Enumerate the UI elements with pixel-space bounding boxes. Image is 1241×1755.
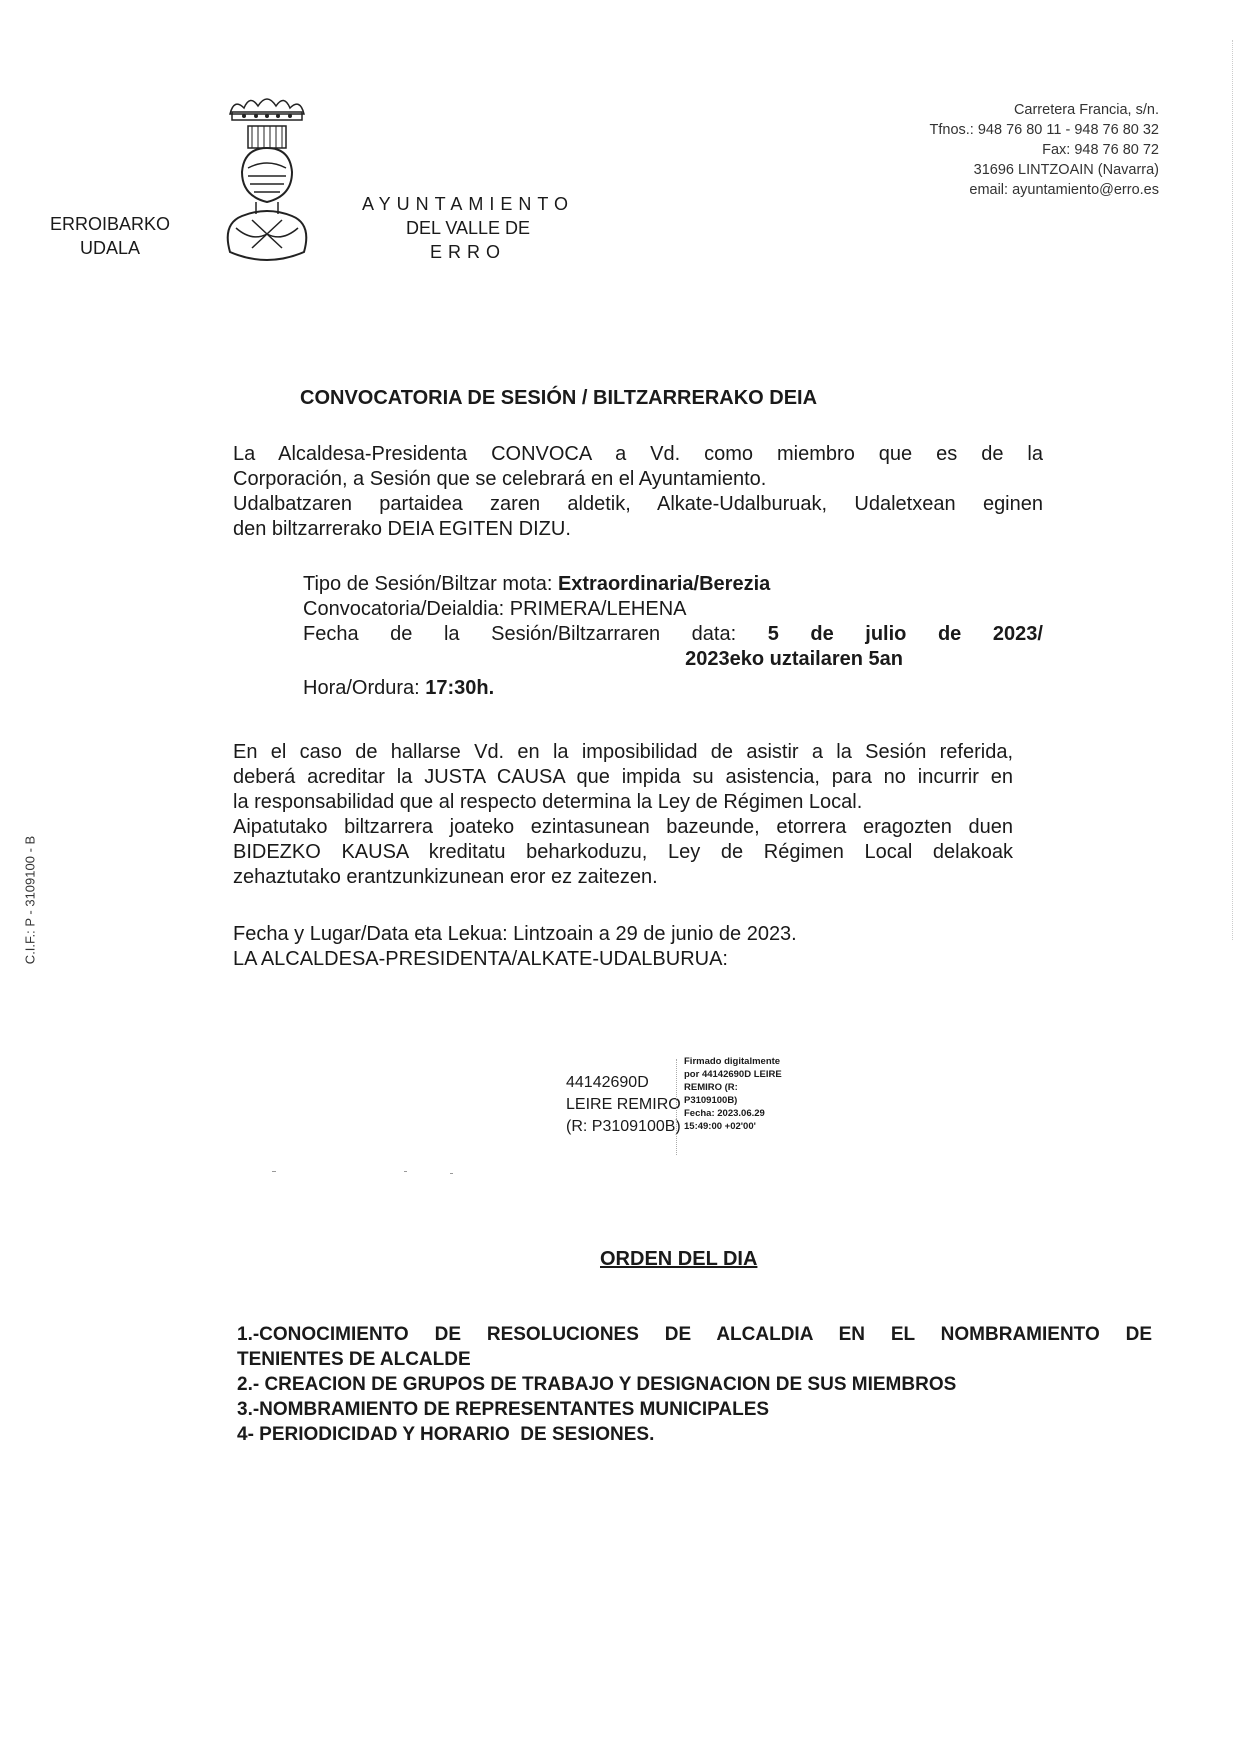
session-date-label-word: Fecha: [303, 623, 359, 645]
session-date-label-word: Sesión/Biltzarraren: [491, 623, 661, 645]
signature-detail-line: Fecha: 2023.06.29: [684, 1108, 765, 1119]
signature-identity: [566, 1072, 681, 1138]
address-line: Fax: 948 76 80 72: [1042, 142, 1159, 158]
session-date-value-word: julio: [865, 623, 907, 645]
notice-line: En el caso de hallarse Vd. en la imposibilidad de asistir a la Sesión referida,: [233, 741, 1013, 763]
tax-id-side-text: [0, 800, 60, 1000]
address-line: 31696 LINTZOAIN (Navarra): [973, 162, 1159, 178]
intro-line: Udalbatzaren partaidea zaren aldetik, Alkate-Udalburuak, Udaletxean eginen: [233, 493, 1043, 515]
municipality-name-line: DEL VALLE DE: [405, 218, 531, 238]
signature-details: [684, 1055, 782, 1133]
session-time: [303, 676, 1043, 701]
municipality-name-line: UDALA: [79, 238, 141, 258]
intro-line: La Alcaldesa-Presidenta CONVOCA a Vd. como miembro que es de la: [233, 443, 1043, 465]
address-line: email: ayuntamiento@erro.es: [969, 182, 1159, 198]
session-date-label-word: de: [390, 623, 413, 645]
agenda-item: 2.- CREACION DE GRUPOS DE TRABAJO Y DESIGNACION DE SUS MIEMBROS: [237, 1374, 957, 1395]
municipality-name-line: ERRO: [429, 242, 506, 262]
session-date-value-word: de: [937, 623, 962, 645]
notice-line: Aipatutako biltzarrera joateko ezintasunean bazeunde, etorrera eragozten duen: [233, 816, 1013, 838]
address-block: [930, 100, 1160, 200]
session-type-label: Tipo de Sesión/Biltzar mota:: [303, 573, 558, 595]
session-time-value: 17:30h.: [425, 677, 495, 699]
notice-line: zehaztutako erantzunkizunean eror ez zaitezen.: [233, 866, 658, 888]
session-date-label-word: data:: [691, 623, 737, 645]
session-time-label: Hora/Ordura:: [303, 677, 426, 699]
session-date-row: [303, 622, 1043, 647]
tax-id-text: C.I.F.: P - 3109100 - B: [22, 835, 38, 965]
notice-line: la responsabilidad que al respecto determina la Ley de Régimen Local.: [233, 791, 863, 813]
agenda-list: [237, 1322, 1152, 1447]
session-date-value-word: de: [810, 623, 834, 645]
digital-signature: [566, 1055, 826, 1165]
agenda-title: ORDEN DEL DIA: [600, 1248, 758, 1270]
coat-of-arms-logo: [222, 92, 312, 264]
signature-divider: [676, 1059, 677, 1155]
session-type: [303, 572, 1043, 597]
address-line: Tfnos.: 948 76 80 11 - 948 76 80 32: [929, 122, 1159, 138]
signature-detail-line: 15:49:00 +02'00': [684, 1121, 756, 1132]
notice-paragraph: [233, 740, 1013, 890]
signature-detail-line: Firmado digitalmente: [684, 1056, 781, 1067]
signature-cif: (R: P3109100B): [566, 1118, 681, 1135]
intro-line: den biltzarrerako DEIA EGITEN DIZU.: [233, 518, 571, 540]
page-title: CONVOCATORIA DE SESIÓN / BILTZARRERAKO DEIA: [300, 387, 818, 409]
intro-paragraph: [233, 442, 1043, 542]
session-type-value: Extraordinaria/Berezia: [557, 573, 771, 595]
notice-line: deberá acreditar la JUSTA CAUSA que impida su asistencia, para no incurrir en: [233, 766, 1013, 788]
signature-id: 44142690D: [566, 1074, 649, 1091]
closing-block: [233, 922, 1043, 972]
notice-line: BIDEZKO KAUSA kreditatu beharkoduzu, Ley de Régimen Local delakoak: [233, 841, 1013, 863]
signer-title: LA ALCALDESA-PRESIDENTA/ALKATE-UDALBURUA:: [233, 948, 728, 970]
signature-name: LEIRE REMIRO: [566, 1096, 681, 1113]
signature-detail-line: REMIRO (R:: [684, 1082, 738, 1093]
municipality-name-line: ERROIBARKO: [49, 214, 171, 234]
signature-detail-line: P3109100B): [684, 1095, 738, 1106]
margin-divider: [1232, 40, 1233, 940]
session-call: Convocatoria/Deialdia: PRIMERA/LEHENA: [303, 598, 687, 620]
signature-detail-line: por 44142690D LEIRE: [684, 1069, 782, 1080]
address-line: Carretera Francia, s/n.: [1013, 102, 1159, 118]
session-details: [303, 572, 1043, 701]
municipality-name-spanish: [338, 192, 598, 264]
session-date-value-word: 5: [767, 623, 779, 645]
municipality-name-basque: [40, 212, 180, 260]
agenda-item: 3.-NOMBRAMIENTO DE REPRESENTANTES MUNICIPALES: [237, 1399, 770, 1420]
session-date-label-word: la: [443, 623, 460, 645]
session-date-value-word: 2023/: [992, 623, 1043, 645]
agenda-item: TENIENTES DE ALCALDE: [237, 1349, 471, 1370]
intro-line: Corporación, a Sesión que se celebrará en el Ayuntamiento.: [233, 468, 767, 490]
municipality-name-line: AYUNTAMIENTO: [361, 194, 574, 214]
date-place-line: Fecha y Lugar/Data eta Lekua: Lintzoain a 29 de junio de 2023.: [233, 923, 797, 945]
session-date-basque: 2023eko uztailaren 5an: [685, 648, 903, 670]
agenda-item: 4- PERIODICIDAD Y HORARIO DE SESIONES.: [237, 1424, 655, 1445]
agenda-item: 1.-CONOCIMIENTO DE RESOLUCIONES DE ALCALDIA EN EL NOMBRAMIENTO DE: [237, 1324, 1152, 1345]
